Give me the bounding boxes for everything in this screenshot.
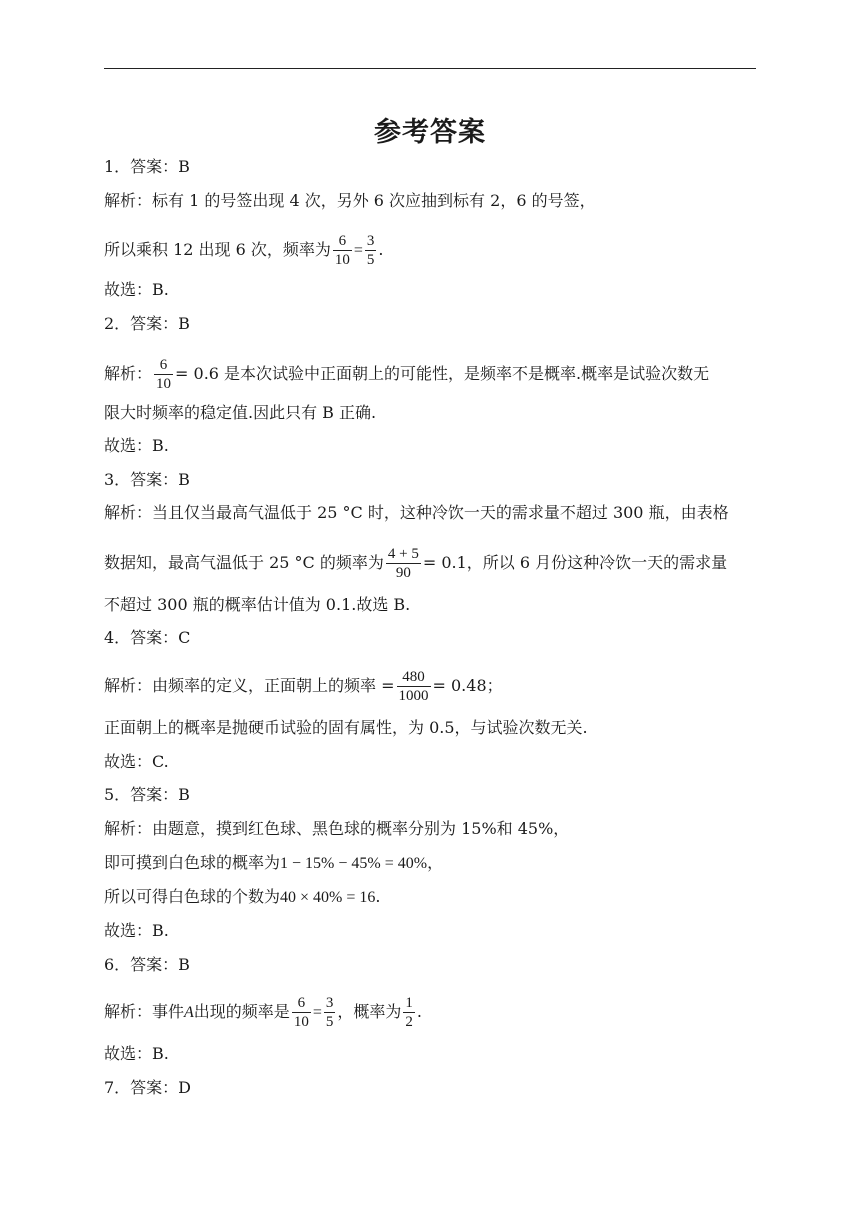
- answer-3-explanation-line-3: 不超过 300 瓶的概率估计值为 0.1.故选 B.: [104, 595, 411, 614]
- numerator: 4 + 5: [387, 546, 419, 562]
- denominator: 5: [325, 1014, 334, 1030]
- denominator: 10: [156, 376, 172, 392]
- denominator: 10: [334, 252, 350, 268]
- answer-3-explanation-line-2: [104, 545, 727, 582]
- answer-2-choice: 故选：B.: [104, 436, 169, 455]
- numerator: 480: [397, 668, 431, 687]
- denominator: 5: [366, 252, 375, 268]
- answer-5-explanation-line-3: [104, 886, 380, 909]
- answer-4-heading: 4．答案：C: [104, 628, 191, 647]
- numerator: 6: [292, 994, 311, 1013]
- text: ，概率为: [337, 1002, 402, 1021]
- denominator: 1000: [398, 688, 429, 704]
- answer-3-explanation-line-1: 解析：当且仅当最高气温低于 25 °C 时，这种冷饮一天的需求量不超过 300 瓶，由表格: [104, 503, 729, 522]
- header-rule: [104, 68, 756, 69]
- fraction: [154, 356, 173, 393]
- numerator: 3: [325, 995, 334, 1011]
- answer-5-choice: 故选：B.: [104, 921, 169, 940]
- text: 出现的频率是: [193, 1002, 290, 1021]
- denominator: 2: [405, 1014, 413, 1030]
- numerator: 3: [366, 233, 375, 249]
- answer-7-heading: 7．答案：D: [104, 1078, 192, 1097]
- fraction: [386, 545, 421, 582]
- answer-1-choice: 故选：B.: [104, 280, 169, 299]
- denominator: 10: [293, 1014, 309, 1030]
- fraction: [397, 668, 431, 705]
- page-title: 参考答案: [374, 117, 486, 148]
- answer-5-explanation-line-2: [104, 852, 443, 875]
- text: = 0.1，所以 6 月份这种冷饮一天的需求量: [422, 553, 728, 572]
- math-expression: 40 × 40% = 16: [280, 889, 376, 906]
- answer-4-explanation-line-1: [104, 668, 503, 705]
- answer-6-choice: 故选：B.: [104, 1044, 169, 1063]
- answer-6-heading: 6．答案：B: [104, 955, 190, 974]
- answer-4-choice: 故选：C.: [104, 752, 169, 771]
- math-expression: 1 − 15% − 45% = 40%: [280, 855, 428, 872]
- answer-2-heading: 2．答案：B: [104, 314, 190, 333]
- equals-sign: =: [312, 1004, 322, 1021]
- answer-1-heading: 1．答案：B: [104, 157, 190, 176]
- answer-5-heading: 5．答案：B: [104, 785, 190, 804]
- numerator: 6: [333, 232, 352, 251]
- answer-2-explanation-line-2: 限大时频率的稳定值.因此只有 B 正确.: [104, 403, 377, 422]
- fraction: [403, 994, 415, 1031]
- fraction: [292, 994, 311, 1031]
- answer-5-explanation-line-1: 解析：由题意，摸到红色球、黑色球的概率分别为 15%和 45%，: [104, 819, 570, 838]
- text: 即可摸到白色球的概率为: [104, 853, 281, 872]
- denominator: 90: [395, 565, 411, 581]
- text: = 0.6 是本次试验中正面朝上的可能性，是频率不是概率.概率是试验次数无: [175, 364, 710, 383]
- answer-2-explanation-line-1: [104, 356, 709, 393]
- numerator: 6: [154, 356, 173, 375]
- equals-sign: =: [353, 242, 363, 259]
- text: = 0.48；: [432, 676, 503, 695]
- variable: A: [184, 1004, 194, 1021]
- answer-3-heading: 3．答案：B: [104, 470, 190, 489]
- text: 所以乘积 12 出现 6 次，频率为: [104, 240, 331, 259]
- text: .: [375, 887, 381, 906]
- text: ，: [427, 853, 444, 872]
- text: .: [378, 240, 384, 259]
- fraction: [333, 232, 352, 269]
- text: 解析：: [104, 364, 153, 383]
- text: 解析：事件: [104, 1002, 185, 1021]
- text: 数据知，最高气温低于 25 °C 的频率为: [104, 553, 384, 572]
- text: 解析：由频率的定义，正面朝上的频率 =: [104, 676, 395, 695]
- fraction: [365, 232, 377, 269]
- answer-1-explanation-line-2: [104, 232, 384, 269]
- numerator: 1: [405, 995, 413, 1011]
- text: 所以可得白色球的个数为: [104, 887, 281, 906]
- text: .: [416, 1002, 422, 1021]
- answer-4-explanation-line-2: 正面朝上的概率是抛硬币试验的固有属性，为 0.5，与试验次数无关.: [104, 718, 588, 737]
- fraction: [324, 994, 336, 1031]
- answer-6-explanation-line-1: [104, 994, 422, 1031]
- answer-1-explanation-line-1: 解析：标有 1 的号签出现 4 次，另外 6 次应抽到标有 2，6 的号签，: [104, 191, 596, 210]
